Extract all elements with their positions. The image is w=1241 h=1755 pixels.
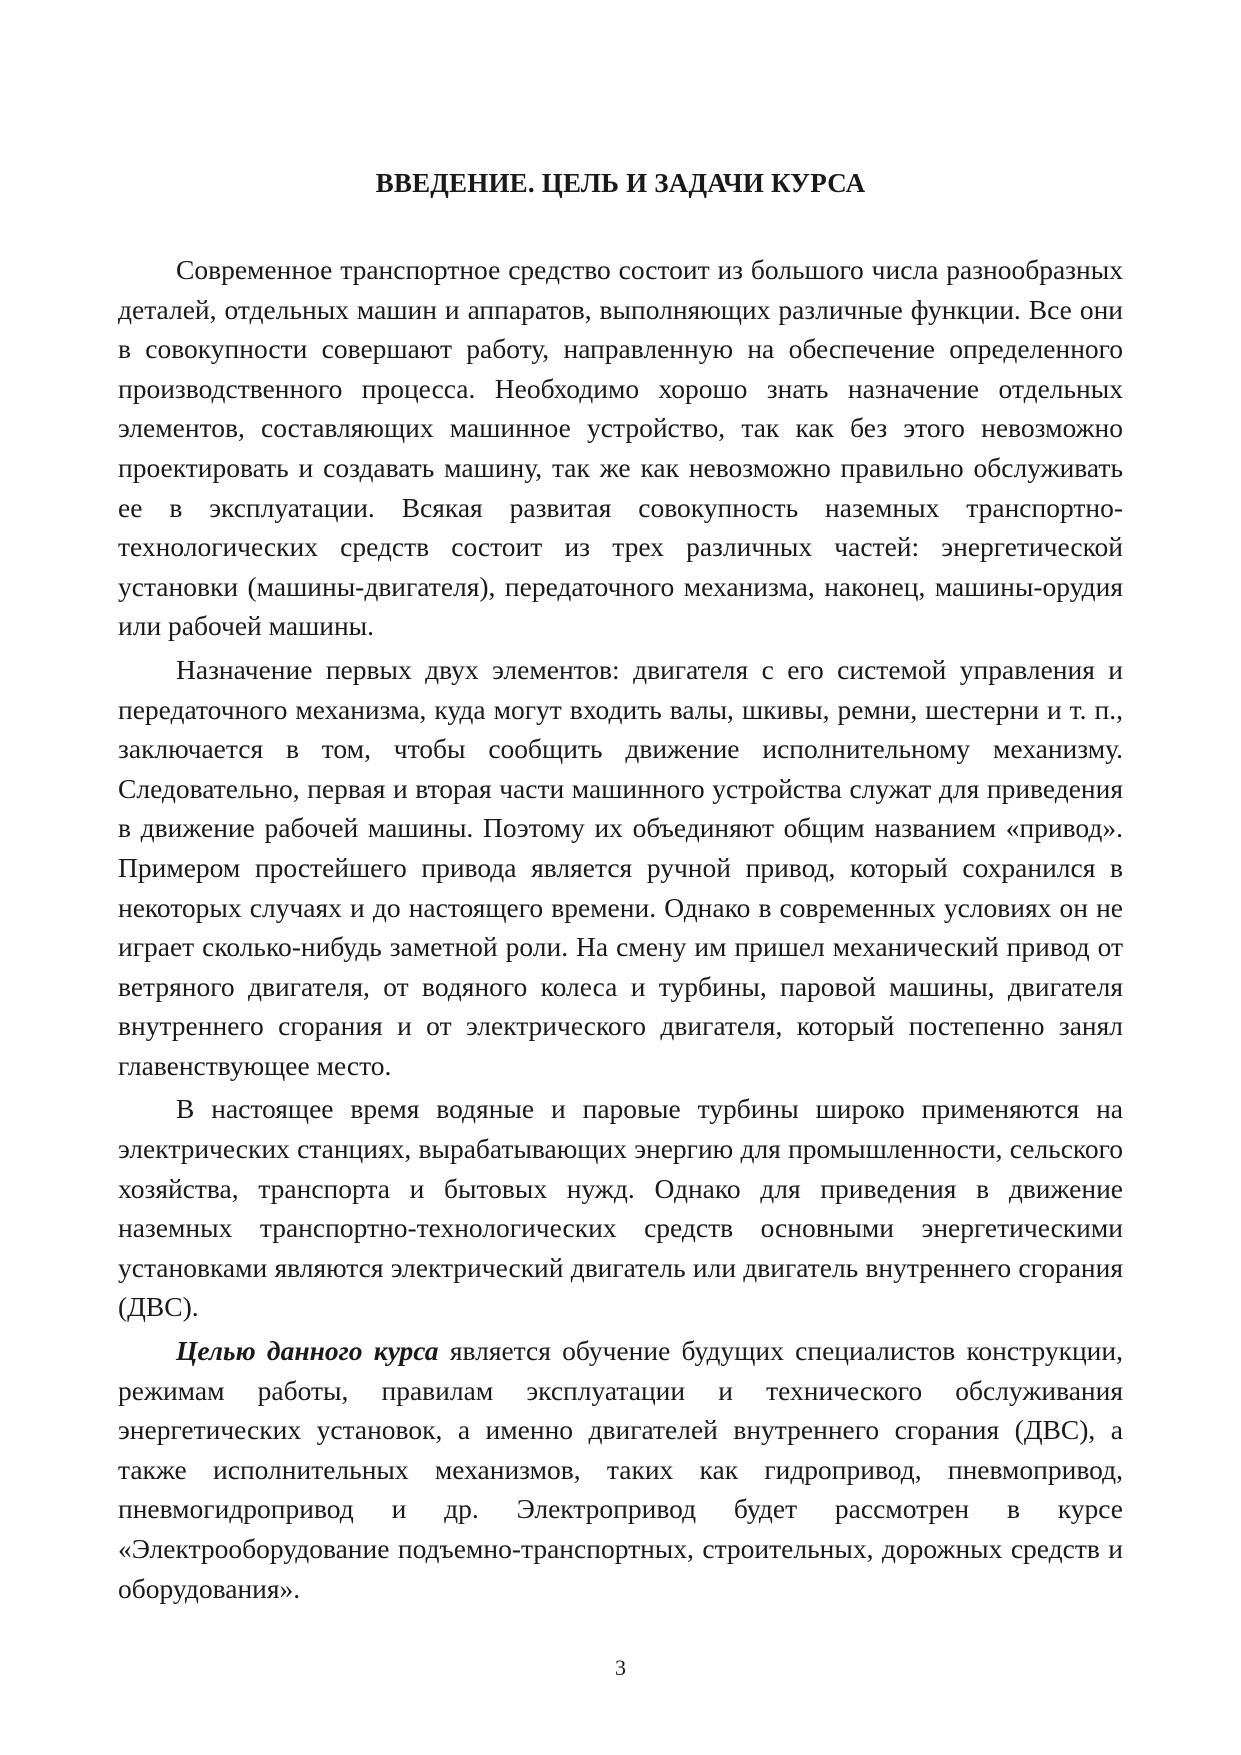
paragraph-turbines: В настоящее время водяные и паровые турбины широко применяются на электрических станциях, вырабатывающих энергию для промышленности, сельского хозяйства, транспорта и бытовых нужд. Однако для приведения в движение наземных транспортно-технологических средств основными энергетическими установками являются электрический двигатель или двигатель внутреннего сгорания (ДВС). xyxy=(118,1093,1123,1323)
paragraph-course-goal xyxy=(118,1331,1123,1608)
paragraph-intro: Современное транспортное средство состоит из большого числа разнообразных деталей, отдельных машин и аппаратов, выполняющих различные функции. Все они в совокупности совершают работу, направленную на обеспечение определенного производственного процесса. Необходимо хорошо знать назначение отдельных элементов, составляющих машинное устройство, так как без этого невозможно проектировать и создавать машину, так же как невозможно правильно обслуживать ее в эксплуатации. Всякая развитая совокупность наземных транспортно-технологических средств состоит из трех различных частей: энергетической установки (машины-двигателя), передаточного механизма, наконец, машины-орудия или рабочей машины. xyxy=(118,254,1123,642)
body-text xyxy=(118,250,1123,1612)
course-goal-text: является обучение будущих специалистов конструкции, режимам работы, правилам эксплуатации и технического обслуживания энергетических установок, а именно двигателей внутреннего сгорания (ДВС), а также исполнительных механизмов, таких как гидропривод, пневмопривод, пневмогидропривод и др. Электропривод будет рассмотрен в курсе «Электрооборудование подъемно-транспортных, строительных, дорожных средств и оборудования». xyxy=(118,1335,1123,1604)
page-number: 3 xyxy=(615,1655,626,1680)
document-page xyxy=(118,0,1123,1755)
page-title: ВВЕДЕНИЕ. ЦЕЛЬ И ЗАДАЧИ КУРСА xyxy=(375,168,866,198)
course-goal-emphasis: Целью данного курса xyxy=(176,1335,439,1367)
paragraph-drive: Назначение первых двух элементов: двигателя с его системой управления и передаточного механизма, куда могут входить валы, шкивы, ремни, шестерни и т. п., заключается в том, чтобы сообщить движение исполнительному механизму. Следовательно, первая и вторая части машинного устройства служат для приведения в движение рабочей машины. Поэтому их объединяют общим названием «привод». Примером простейшего привода является ручной привод, который сохранился в некоторых случаях и до настоящего времени. Однако в современных условиях он не играет сколько-нибудь заметной роли. На смену им пришел механический привод от ветряного двигателя, от водяного колеса и турбины, паровой машины, двигателя внутреннего сгорания и от электрического двигателя, который постепенно занял главенствующее место. xyxy=(118,653,1123,1081)
